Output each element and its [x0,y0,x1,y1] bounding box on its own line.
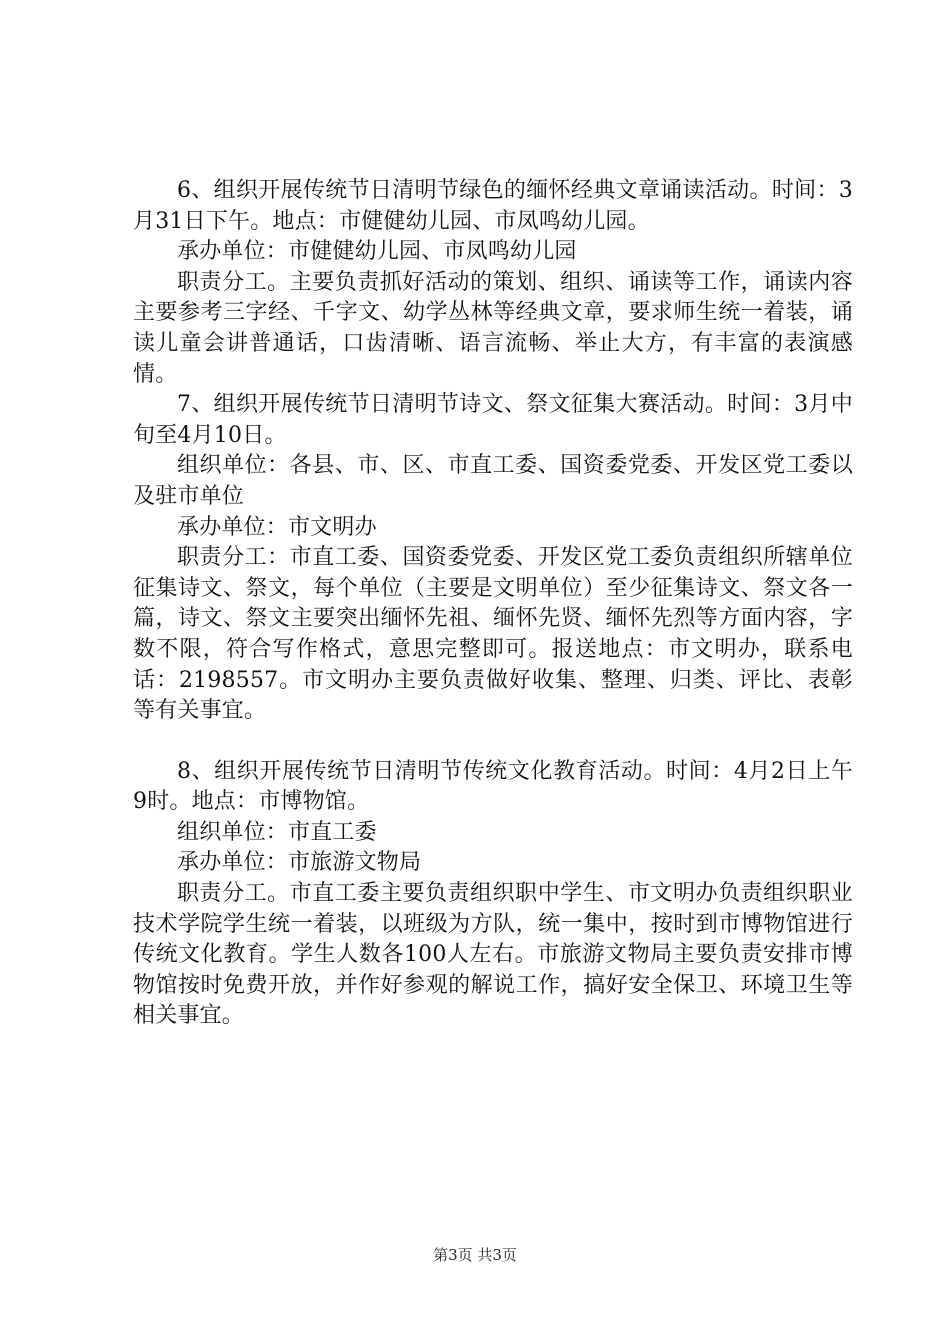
item-7-host-unit: 承办单位：市文明办 [177,514,377,540]
page-footer [0,1245,950,1265]
item-7-organizer: 组织单位：各县、市、区、市直工委、国资委党委、开发区党工委以及驻市单位 [133,453,853,509]
item-7-responsibilities: 职责分工：市直工委、国资委党委、开发区党工委负责组织所辖单位征集诗文、祭文，每个单位（主要是文明单位）至少征集诗文、祭文各一篇，诗文、祭文主要突出缅怀先祖、缅怀先贤、缅怀先烈等方面内容，字数不限，符合写作格式，意思完整即可。报送地点：市文明办，联系电话：2198557。市文明办主要负责做好收集、整理、归类、评比、表彰等有关事宜。 [133,545,853,724]
item-8-paragraph: 8、组织开展传统节日清明节传统文化教育活动。时间：4月2日上午9时。地点：市博物馆。 [133,758,853,815]
item-6-paragraph: 6、组织开展传统节日清明节绿色的缅怀经典文章诵读活动。时间：3月31日下午。地点：市健健幼儿园、市凤鸣幼儿园。 [133,178,853,234]
item-6-responsibilities: 职责分工。主要负责抓好活动的策划、组织、诵读等工作，诵读内容主要参考三字经、千字文、幼学丛林等经典文章，要求师生统一着装，诵读儿童会讲普通话，口齿清晰、语言流畅、举止大方，有丰富的表演感情。 [133,269,853,387]
item-7-paragraph: 7、组织开展传统节日清明节诗文、祭文征集大赛活动。时间：3月中旬至4月10日。 [133,392,853,448]
document-body [133,176,853,1032]
item-8-responsibilities: 职责分工。市直工委主要负责组织职中学生、市文明办负责组织职业技术学院学生统一着装，以班级为方队，统一集中，按时到市博物馆进行传统文化教育。学生人数各100人左右。市旅游文物局主要负责安排市博物馆按时免费开放，并作好参观的解说工作，搞好安全保卫、环境卫生等相关事宜。 [133,881,853,1029]
item-8-organizer: 组织单位：市直工委 [177,819,377,845]
page-number: 第3页 共3页 [433,1246,517,1264]
item-8-host-unit: 承办单位：市旅游文物局 [177,850,422,876]
item-6-host-unit: 承办单位：市健健幼儿园、市凤鸣幼儿园 [177,239,577,265]
